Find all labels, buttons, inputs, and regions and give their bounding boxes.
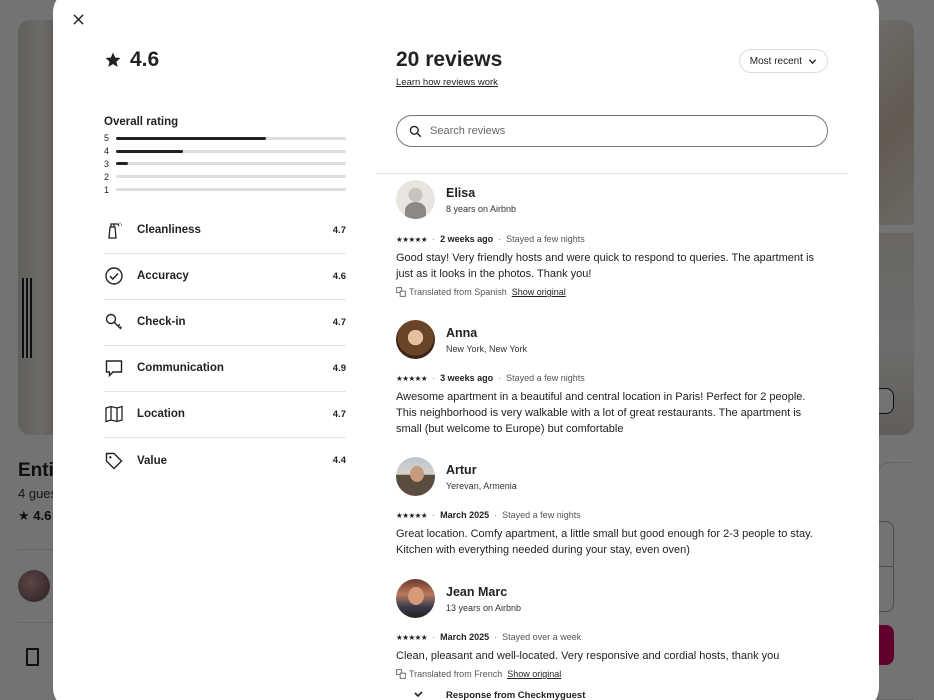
rating-bar-fill [116,162,128,165]
rating-bar-label: 5 [104,133,110,144]
review-date: 3 weeks ago [440,373,494,383]
overall-score-value: 4.6 [130,48,160,71]
reviews-header [396,48,828,90]
header-divider [376,173,848,174]
overall-score [104,48,346,72]
stay-length: Stayed a few nights [506,373,585,383]
learn-how-reviews-work-link[interactable]: Learn how reviews work [396,77,498,88]
rating-bar-track [116,188,346,191]
stay-length: Stayed over a week [502,632,582,642]
rating-bar-track [116,162,346,165]
reviewer-subtitle: 13 years on Airbnb [446,602,522,613]
reviewer-name: Elisa [446,185,476,200]
reviewer-avatar[interactable] [396,320,435,359]
rating-summary [104,48,346,484]
review-item: Artur Yerevan, Armenia ★★★★★ · March 2025 · Stayed a few nights Great location. Comfy apartment, a little small but good enough for 2-3 people to stay. Kitchen with everything needed during your stay, even oven) [396,457,826,558]
reviewer-subtitle: Yerevan, Armenia [446,480,517,491]
host-logo [396,688,435,700]
rating-bar-row [104,132,346,145]
rating-bar-row [104,145,346,158]
search-input[interactable] [430,125,810,137]
category-label: Check-in [137,316,186,329]
translate-icon [396,287,406,297]
reviewer-name: Anna [446,325,478,340]
review-text: Good stay! Very friendly hosts and were quick to respond to queries. The apartment is just as it looks in the photos. Thank you! [396,252,815,280]
category-ratings [104,208,346,484]
map-icon [104,404,124,424]
show-original-link[interactable]: Show original [507,669,562,679]
translate-icon [396,669,406,679]
stay-length: Stayed a few nights [506,234,585,244]
speech-bubble-icon [104,358,124,378]
category-label: Cleanliness [137,224,201,237]
rating-bar-track [116,150,346,153]
rating-bar-label: 2 [104,171,110,182]
review-text: Great location. Comfy apartment, a little small but good enough for 2-3 people to stay. Kitchen with everything needed during your stay, even oven) [396,528,813,556]
review-text: Clean, pleasant and well-located. Very responsive and cordial hosts, thank you [396,650,780,662]
review-item: Anna New York, New York ★★★★★ · 3 weeks ago · Stayed a few nights Awesome apartment in a beautiful and central location in Paris! Perfect for 2 people. This neighborhood is very walkable with a lot of great restaurants. The apartment is small (but welcome to Europe) but comfortable [396,320,826,437]
translated-from-label: Translated from French [409,669,503,679]
rating-bar-row [104,183,346,196]
category-score: 4.7 [332,316,346,328]
review-date: 2 weeks ago [440,234,494,244]
category-cleanliness [104,208,346,254]
category-location [104,392,346,438]
category-accuracy [104,254,346,300]
rating-bar-label: 1 [104,184,110,195]
rating-distribution [104,132,346,196]
review-stars: ★★★★★ [396,373,428,383]
response-label: Response from Checkmyguest [446,690,586,700]
check-circle-icon [104,266,124,286]
review-date: March 2025 [440,510,490,520]
sort-label: Most recent [749,55,802,67]
category-score: 4.7 [332,224,346,236]
search-icon [409,125,422,138]
review-stars: ★★★★★ [396,510,428,520]
translation-note [396,287,826,297]
reviewer-avatar[interactable] [396,579,435,618]
review-text: Awesome apartment in a beautiful and central location in Paris! Perfect for 2 people. This neighborhood is very walkable with a lot of great restaurants. The apartment is small (but welcome to Europe) but comfortable [396,391,806,435]
category-communication [104,346,346,392]
reviewer-subtitle: New York, New York [446,343,528,354]
reviewer-name: Jean Marc [446,584,508,599]
category-score: 4.6 [332,270,346,282]
rating-bar-label: 3 [104,158,110,169]
chevron-down-icon [808,57,817,66]
category-label: Value [137,454,168,467]
review-item: Elisa 8 years on Airbnb ★★★★★ · 2 weeks ago · Stayed a few nights Good stay! Very friendly hosts and were quick to respond to queries. The apartment is just as it looks in the photos. Thank you! Translated from Spanish Show original [396,180,826,297]
review-stars: ★★★★★ [396,632,428,642]
rating-bar-row [104,170,346,183]
category-label: Communication [137,362,224,375]
close-button[interactable] [69,10,87,28]
category-label: Accuracy [137,270,189,283]
sort-dropdown[interactable] [739,49,828,73]
category-score: 4.4 [332,455,346,467]
spray-bottle-icon [104,220,124,240]
search-reviews-field[interactable] [396,115,828,147]
category-score: 4.9 [332,362,346,374]
key-icon [104,312,124,332]
host-response [396,688,585,700]
rating-bar-track [116,175,346,178]
tag-icon [104,451,124,471]
review-item: Jean Marc 13 years on Airbnb ★★★★★ · March 2025 · Stayed over a week Clean, pleasant and well-located. Very responsive and cordial hosts, thank you Translated from French Show original [396,579,826,679]
rating-bar-fill [116,137,266,140]
reviewer-avatar[interactable] [396,180,435,219]
translation-note [396,669,826,679]
category-check-in [104,300,346,346]
reviews-count-title: 20 reviews [396,48,503,71]
show-original-link[interactable]: Show original [511,287,566,297]
rating-bar-label: 4 [104,146,110,157]
stay-length: Stayed a few nights [502,510,581,520]
reviewer-avatar[interactable] [396,457,435,496]
category-score: 4.7 [332,408,346,420]
translated-from-label: Translated from Spanish [409,287,507,297]
reviewer-subtitle: 8 years on Airbnb [446,203,517,214]
close-icon [73,14,84,25]
review-date: March 2025 [440,632,490,642]
rating-bar-row [104,158,346,171]
star-icon [104,51,122,69]
rating-bar-track [116,137,346,140]
category-label: Location [137,408,185,421]
reviewer-name: Artur [446,462,477,477]
rating-bar-fill [116,150,183,153]
review-stars: ★★★★★ [396,234,428,244]
category-value [104,438,346,484]
overall-rating-label: Overall rating [104,116,179,128]
